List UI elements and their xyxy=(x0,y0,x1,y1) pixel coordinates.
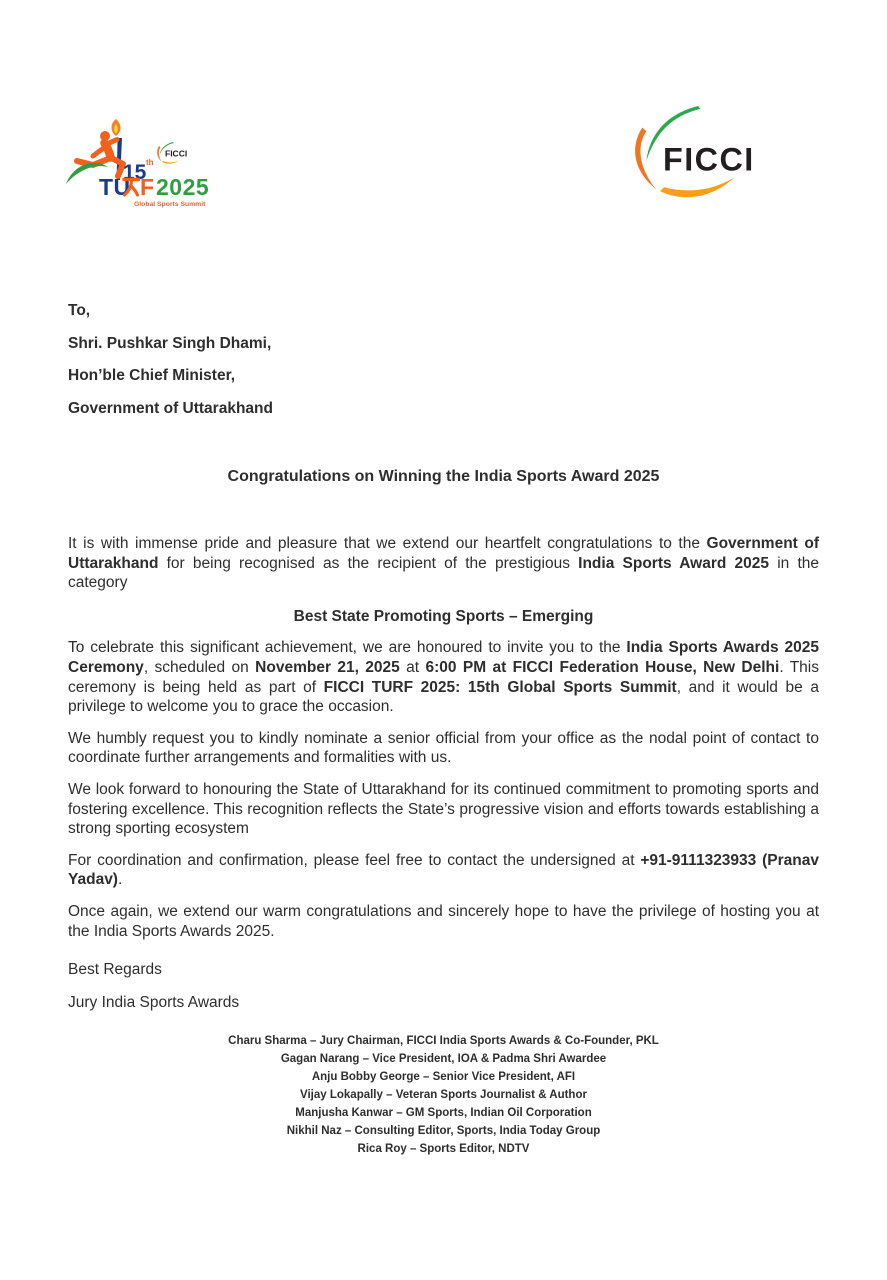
letter-body xyxy=(68,534,819,953)
body-paragraph-5: For coordination and confirmation, please feel free to contact the undersigned at +91-9111323933 (Pranav Yadav). xyxy=(68,851,819,889)
body-paragraph-6: Once again, we extend our warm congratulations and sincerely hope to have the privilege of hosting you at the India Sports Awards 2025. xyxy=(68,902,819,940)
turf-2025-logo xyxy=(66,112,234,212)
recipient-organization: Government of Uttarakhand xyxy=(68,399,273,417)
body-paragraph-2: To celebrate this significant achievement, we are honoured to invite you to the India Sports Awards 2025 Ceremony, scheduled on November 21, 2025 at 6:00 PM at FICCI Federation House, New Delhi. This ceremony is being held as part of FICCI TURF 2025: 15th Global Sports Summit, and it would be a privilege to welcome you to grace the occasion. xyxy=(68,639,819,716)
recipient-name: Shri. Pushkar Singh Dhami, xyxy=(68,334,272,352)
jury-member: Manjusha Kanwar – GM Sports, Indian Oil Corporation xyxy=(295,1107,592,1119)
body-paragraph-1: It is with immense pride and pleasure that we extend our heartfelt congratulations to the Government of Uttarakhand for being recognised as the recipient of the prestigious India Sports Award 2025 in the category xyxy=(68,535,820,592)
turf-wordmark-year: 2025 xyxy=(156,174,210,200)
jury-member: Gagan Narang – Vice President, IOA & Padma Shri Awardee xyxy=(280,1053,607,1065)
body-paragraph-4: We look forward to honouring the State of Uttarakhand for its continued commitment to promoting sports and fostering excellence. This recognition reflects the State’s progressive vision and efforts towards establishing a strong sporting ecosystem xyxy=(68,780,819,838)
ficci-orange-swoosh xyxy=(635,128,656,190)
jury-member: Charu Sharma – Jury Chairman, FICCI India Sports Awards & Co-Founder, PKL xyxy=(228,1035,659,1047)
signatory-line: Jury India Sports Awards xyxy=(68,994,240,1011)
turf-wordmark-f: F xyxy=(140,174,155,200)
turf-tagline: Global Sports Summit xyxy=(134,201,206,208)
recipient-designation: Hon’ble Chief Minister, xyxy=(68,367,236,384)
body-paragraph-3: We humbly request you to kindly nominate a senior official from your office as the nodal point of contact to coordinate further arrangements and formalities with us. xyxy=(68,729,819,767)
jury-member: Vijay Lokapally – Veteran Sports Journalist & Author xyxy=(300,1089,587,1101)
jury-member: Rica Roy – Sports Editor, NDTV xyxy=(357,1143,530,1155)
turf-edition-number: 15 xyxy=(123,161,147,184)
jury-member: Anju Bobby George – Senior Vice President, AFI xyxy=(311,1071,576,1083)
jury-member: Nikhil Naz – Consulting Editor, Sports, India Today Group xyxy=(286,1125,601,1137)
ficci-amber-swoosh xyxy=(660,177,734,197)
award-category-line: Best State Promoting Sports – Emerging xyxy=(293,607,594,625)
turf-edition-suffix: th xyxy=(146,158,154,167)
mini-ficci-wordmark: FICCI xyxy=(165,148,188,159)
ficci-logo xyxy=(610,103,765,201)
turf-wordmark-tu: TU xyxy=(99,174,131,200)
closing-line: Best Regards xyxy=(68,961,162,978)
ficci-wordmark: FICCI xyxy=(663,141,755,178)
mini-ficci-logo xyxy=(157,142,187,164)
signoff-block xyxy=(68,962,239,1028)
recipient-block xyxy=(68,303,273,433)
jury-list xyxy=(0,1035,887,1161)
recipient-salutation: To, xyxy=(68,302,91,319)
subject-line: Congratulations on Winning the India Sports Award 2025 xyxy=(227,468,660,485)
